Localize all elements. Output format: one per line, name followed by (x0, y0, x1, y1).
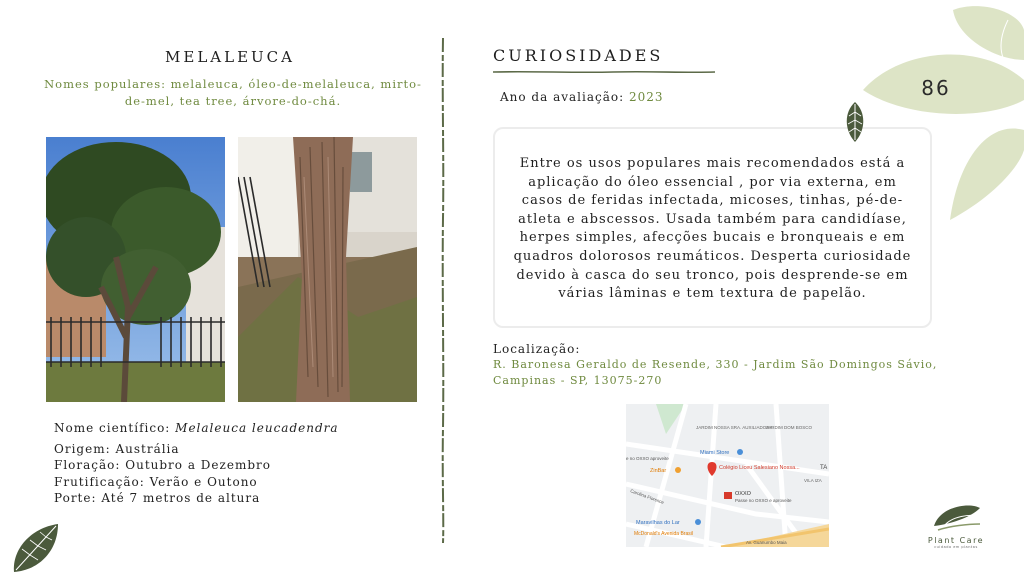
flowering-row (54, 457, 339, 474)
fruiting-row (54, 474, 339, 491)
popular-names-value: melaleuca, óleo-de-melaleuca, mirto-de-mel, tea tree, árvore-do-chá. (124, 77, 422, 108)
map-label-ta: TA (820, 465, 828, 471)
size-value: Até 7 metros de altura (101, 491, 261, 505)
map-label-miami: Miami Store (700, 450, 730, 456)
evaluation-year-label: Ano da avaliação: (500, 90, 625, 104)
scientific-name-row (54, 420, 339, 437)
curiosities-title: CURIOSIDADES (493, 46, 664, 65)
vertical-divider (440, 38, 446, 543)
origin-value: Austrália (115, 441, 180, 456)
map-label-maravilhas: Maravilhas do Lar (636, 520, 680, 526)
location-map[interactable] (626, 404, 829, 547)
curiosities-text: Entre os usos populares mais recomendados está a aplicação do óleo essencial , por via externa, em casos de feridas infectada, micoses, tinhas, pé-de-atleta e abscessos. Usada também para candidíase, herpes simples, afecções bucais e bronqueais e em quadros dolorosos reumáticos. Desperta curiosidade devido à casca do seu tronco, pois desprende-se em várias lâminas e tem textura de papelão. (513, 156, 912, 302)
store-icon (724, 492, 732, 499)
decorative-leaves-icon (858, 0, 1024, 230)
origin-label: Origem: (54, 441, 111, 456)
location-address: R. Baronesa Geraldo de Resende, 330 - Jardim São Domingos Sávio, Campinas - SP, 13075-270 (493, 358, 938, 387)
map-label-mcdonalds: McDonald's Avenida Brasil (634, 531, 693, 537)
brand-name: Plant Care (927, 536, 985, 545)
flowering-label: Floração: (54, 458, 121, 472)
page-number: 86 (921, 76, 951, 100)
map-label-colegio: Colégio Liceu Salesiano Nossa... (719, 465, 800, 471)
location-label: Localização: (493, 342, 581, 356)
plant-title: MELALEUCA (165, 48, 295, 66)
map-label-oxxo: OXXO (735, 491, 751, 497)
brand-tagline: cuidado em plantas (934, 545, 978, 549)
scientific-name-value: Melaleuca leucadendra (175, 421, 339, 435)
leaf-logo-icon (930, 500, 982, 532)
corner-leaf-icon (10, 522, 60, 574)
map-label-jardim-nossa: JARDIM NOSSA SRA. AUXILIADORA (696, 425, 773, 430)
map-label-zinbar: ZinBar (650, 468, 667, 474)
map-label-oxxo-left: e no OXXO aproveite (626, 456, 669, 461)
evaluation-year-value: 2023 (628, 90, 664, 104)
small-leaf-icon (844, 102, 866, 142)
size-label: Porte: (54, 491, 97, 505)
map-label-avenida: Av. Guanumbo Maia (746, 540, 787, 545)
map-label-carolina: Carolina Florence (629, 488, 665, 506)
brand-logo (920, 500, 992, 554)
popular-names-label: Nomes populares: (44, 77, 166, 91)
size-row (54, 490, 339, 507)
fruiting-label: Frutificação: (54, 474, 145, 489)
trunk-photo (238, 137, 417, 402)
map-label-oxxo-sub: Passe no OXXO e aproveite (735, 498, 792, 503)
fruiting-value: Verão e Outono (149, 474, 258, 489)
map-label-dom-bosco: JARDIM DOM BOSCO (766, 425, 813, 430)
title-underline (493, 70, 715, 74)
map-label-vila: VILA IZA (804, 478, 822, 483)
plant-facts (54, 420, 339, 507)
popular-names (36, 76, 430, 110)
scientific-name-label: Nome científico: (54, 421, 171, 435)
tree-photo (46, 137, 225, 402)
origin-row (54, 441, 339, 458)
flowering-value: Outubro a Dezembro (125, 458, 271, 472)
evaluation-year (500, 90, 664, 104)
